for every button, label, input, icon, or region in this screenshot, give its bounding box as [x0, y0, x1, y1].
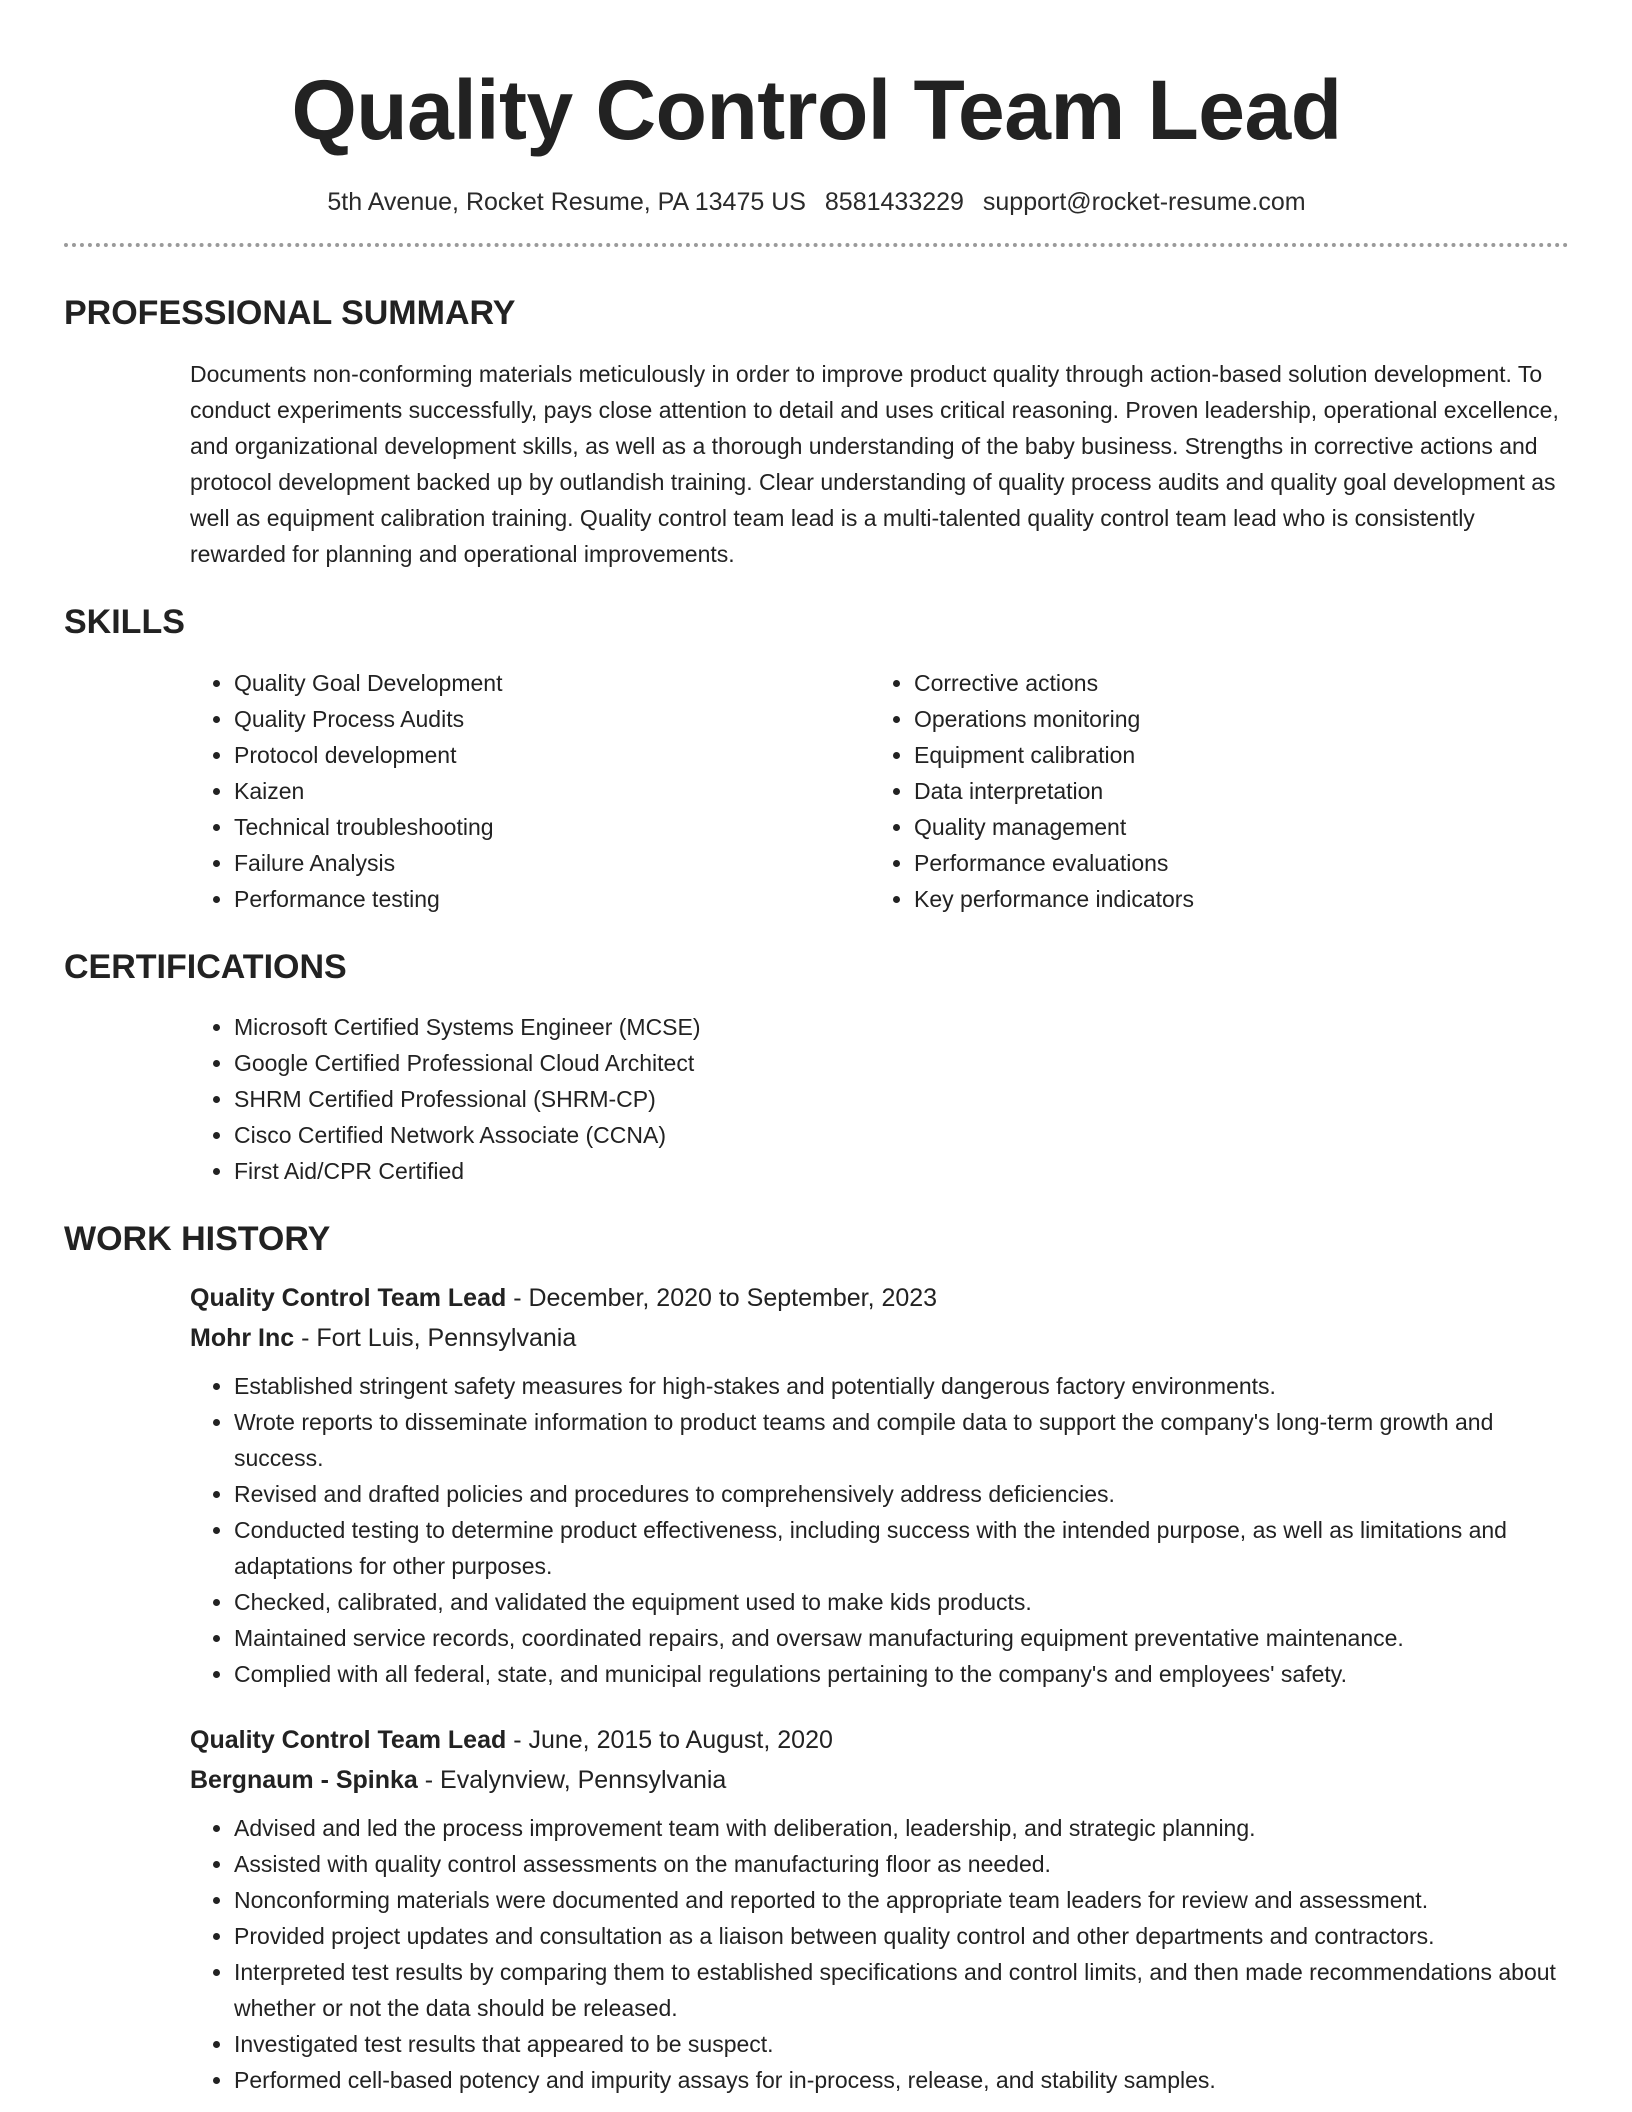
job-title-line [190, 1278, 1569, 1318]
job-title-line [190, 1720, 1569, 1760]
certifications-heading: CERTIFICATIONS [64, 947, 347, 986]
job-bullet: • Complied with all federal, state, and municipal regulations pertaining to the company's and employees' safety. [234, 1656, 1569, 1692]
skill-item: • Kaizen [234, 773, 870, 809]
job-bullet: • Wrote reports to disseminate information to product teams and compile data to support the company's long-term growth and success. [234, 1404, 1569, 1476]
contact-phone: 8581433229 [824, 188, 964, 216]
job-bullets [190, 1368, 1569, 1692]
job-company: Mohr Inc [190, 1324, 295, 1353]
certifications-list [190, 1009, 1569, 1189]
job-bullet: • Advised and led the process improvement team with deliberation, leadership, and strategic planning. [234, 1810, 1569, 1846]
job-bullet: • Established stringent safety measures for high-stakes and potentially dangerous factory environments. [234, 1368, 1569, 1404]
job-bullet: • Maintained service records, coordinated repairs, and oversaw manufacturing equipment preventative maintenance. [234, 1620, 1569, 1656]
job-company-line [190, 1318, 1569, 1358]
contact-address: 5th Avenue, Rocket Resume, PA 13475 US [327, 188, 806, 216]
skill-item: • Quality management [914, 809, 1550, 845]
header-divider [64, 243, 1569, 247]
skill-item: • Operations monitoring [914, 701, 1550, 737]
skill-item: • Performance testing [234, 881, 870, 917]
job-dates: - June, 2015 to August, 2020 [506, 1726, 833, 1755]
skill-item: • Protocol development [234, 737, 870, 773]
job-title: Quality Control Team Lead [190, 1284, 507, 1313]
contact-email: support@rocket-resume.com [982, 188, 1306, 216]
skill-item: • Corrective actions [914, 665, 1550, 701]
skill-item: • Equipment calibration [914, 737, 1550, 773]
job-bullet: • Provided project updates and consultation as a liaison between quality control and other departments and contractors. [234, 1918, 1569, 1954]
summary-heading: PROFESSIONAL SUMMARY [64, 294, 516, 332]
summary-text: Documents non-conforming materials meticulously in order to improve product quality through action-based solution development. To conduct experiments successfully, pays close attention to detail and uses critical reasoning. Proven leadership, operational excellence, and organizational development skills, as well as a thorough understanding of the baby business. Strengths in corrective actions and protocol development backed up by outlandish training. Clear understanding of quality process audits and quality goal development as well as equipment calibration training. Quality control team lead is a multi-talented quality control team lead who is consistently rewarded for planning and operational improvements. [190, 360, 1559, 567]
job-title: Quality Control Team Lead [190, 1726, 507, 1755]
certification-item: • Cisco Certified Network Associate (CCNA) [234, 1117, 1569, 1153]
skill-item: • Performance evaluations [914, 845, 1550, 881]
certifications-section [64, 947, 1569, 1190]
job-bullet: • Performed cell-based potency and impurity assays for in-process, release, and stability samples. [234, 2062, 1569, 2098]
job-bullet: • Revised and drafted policies and procedures to comprehensively address deficiencies. [234, 1476, 1569, 1512]
work-history-section [64, 1219, 1569, 2098]
skill-item: • Data interpretation [914, 773, 1550, 809]
certification-item: • First Aid/CPR Certified [234, 1153, 1569, 1189]
skill-item: • Technical troubleshooting [234, 809, 870, 845]
skills-list-left [190, 665, 870, 917]
skills-columns [190, 665, 1569, 917]
job-entry [190, 1720, 1569, 2098]
job-dates: - December, 2020 to September, 2023 [506, 1284, 938, 1313]
certification-item: • Google Certified Professional Cloud Architect [234, 1045, 1569, 1081]
job-company: Bergnaum - Spinka [190, 1766, 418, 1795]
job-bullet: • Assisted with quality control assessments on the manufacturing floor as needed. [234, 1846, 1569, 1882]
job-bullets [190, 1810, 1569, 2098]
skill-item: • Failure Analysis [234, 845, 870, 881]
skill-item: • Quality Goal Development [234, 665, 870, 701]
summary-section [64, 293, 1569, 572]
job-company-line [190, 1760, 1569, 1800]
skills-section [64, 602, 1569, 917]
resume-name: Quality Control Team Lead [291, 63, 1342, 157]
work-history-heading: WORK HISTORY [64, 1220, 331, 1259]
job-bullet: • Nonconforming materials were documented and reported to the appropriate team leaders for review and assessment. [234, 1882, 1569, 1918]
job-location: - Fort Luis, Pennsylvania [294, 1324, 577, 1353]
job-bullet: • Interpreted test results by comparing them to established specifications and control limits, and then made recommendations about whether or not the data should be released. [234, 1954, 1569, 2026]
job-entry [190, 1278, 1569, 1692]
job-bullet: • Checked, calibrated, and validated the equipment used to make kids products. [234, 1584, 1569, 1620]
skills-list-right [870, 665, 1550, 917]
skills-column-right [870, 665, 1550, 917]
contact-line [64, 188, 1569, 217]
job-location: - Evalynview, Pennsylvania [417, 1766, 727, 1795]
skills-heading: SKILLS [64, 602, 185, 641]
certification-item: • SHRM Certified Professional (SHRM-CP) [234, 1081, 1569, 1117]
skill-item: • Key performance indicators [914, 881, 1550, 917]
job-bullet: • Conducted testing to determine product effectiveness, including success with the intended purpose, as well as limitations and adaptations for other purposes. [234, 1512, 1569, 1584]
job-bullet: • Investigated test results that appeared to be suspect. [234, 2026, 1569, 2062]
skills-column-left [190, 665, 870, 917]
skill-item: • Quality Process Audits [234, 701, 870, 737]
certification-item: • Microsoft Certified Systems Engineer (MCSE) [234, 1009, 1569, 1045]
